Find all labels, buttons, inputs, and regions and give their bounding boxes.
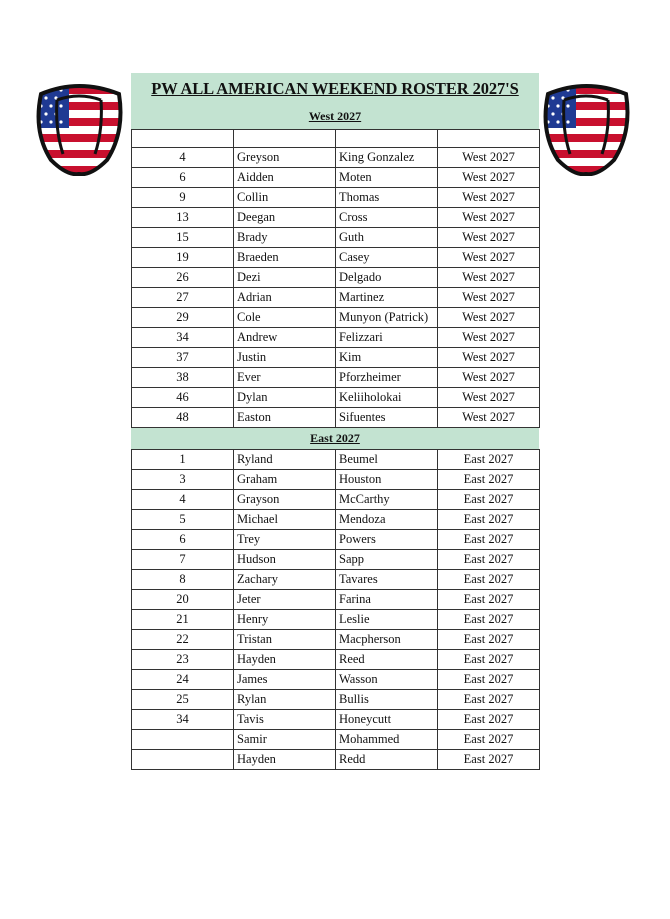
player-team: East 2027 <box>438 510 540 530</box>
player-team: West 2027 <box>438 288 540 308</box>
player-number: 8 <box>132 570 234 590</box>
spacer-row <box>132 130 540 148</box>
player-team: West 2027 <box>438 328 540 348</box>
player-team: West 2027 <box>438 228 540 248</box>
table-row <box>132 288 540 308</box>
player-last-name: Bullis <box>336 690 438 710</box>
player-last-name: Farina <box>336 590 438 610</box>
player-last-name: Wasson <box>336 670 438 690</box>
table-row <box>132 670 540 690</box>
table-row <box>132 388 540 408</box>
player-team: East 2027 <box>438 670 540 690</box>
player-first-name: Samir <box>234 730 336 750</box>
player-first-name: Easton <box>234 408 336 428</box>
player-last-name: Munyon (Patrick) <box>336 308 438 328</box>
player-number: 24 <box>132 670 234 690</box>
table-row <box>132 368 540 388</box>
player-last-name: Felizzari <box>336 328 438 348</box>
player-first-name: Trey <box>234 530 336 550</box>
player-team: East 2027 <box>438 570 540 590</box>
player-number: 34 <box>132 328 234 348</box>
player-last-name: Thomas <box>336 188 438 208</box>
player-team: West 2027 <box>438 388 540 408</box>
player-first-name: Dezi <box>234 268 336 288</box>
player-team: West 2027 <box>438 168 540 188</box>
player-number: 15 <box>132 228 234 248</box>
player-team: East 2027 <box>438 590 540 610</box>
player-team: East 2027 <box>438 710 540 730</box>
player-number: 5 <box>132 510 234 530</box>
player-number: 13 <box>132 208 234 228</box>
table-row <box>132 348 540 368</box>
player-first-name: Andrew <box>234 328 336 348</box>
player-last-name: Reed <box>336 650 438 670</box>
table-row <box>132 570 540 590</box>
player-team: West 2027 <box>438 208 540 228</box>
player-last-name: McCarthy <box>336 490 438 510</box>
table-row <box>132 148 540 168</box>
table-row <box>132 490 540 510</box>
player-number: 3 <box>132 470 234 490</box>
table-row <box>132 450 540 470</box>
player-team: West 2027 <box>438 188 540 208</box>
player-number: 7 <box>132 550 234 570</box>
player-first-name: Tavis <box>234 710 336 730</box>
player-number: 20 <box>132 590 234 610</box>
table-row <box>132 308 540 328</box>
player-first-name: Brady <box>234 228 336 248</box>
player-first-name: Ryland <box>234 450 336 470</box>
player-first-name: Hayden <box>234 650 336 670</box>
player-first-name: Tristan <box>234 630 336 650</box>
table-row <box>132 168 540 188</box>
player-last-name: Casey <box>336 248 438 268</box>
roster-table-east <box>131 449 540 770</box>
table-row <box>132 690 540 710</box>
player-team: West 2027 <box>438 248 540 268</box>
player-number: 6 <box>132 168 234 188</box>
section-heading-west: West 2027 <box>131 104 539 129</box>
player-last-name: King Gonzalez <box>336 148 438 168</box>
table-row <box>132 650 540 670</box>
player-first-name: Deegan <box>234 208 336 228</box>
player-first-name: Dylan <box>234 388 336 408</box>
player-last-name: Houston <box>336 470 438 490</box>
player-number: 21 <box>132 610 234 630</box>
player-first-name: Ever <box>234 368 336 388</box>
player-first-name: Collin <box>234 188 336 208</box>
table-row <box>132 208 540 228</box>
player-team: East 2027 <box>438 530 540 550</box>
player-number: 27 <box>132 288 234 308</box>
player-first-name: Adrian <box>234 288 336 308</box>
player-number: 29 <box>132 308 234 328</box>
roster-document <box>131 73 539 770</box>
player-number: 37 <box>132 348 234 368</box>
table-row <box>132 510 540 530</box>
player-team: East 2027 <box>438 610 540 630</box>
player-last-name: Mohammed <box>336 730 438 750</box>
player-team: East 2027 <box>438 750 540 770</box>
player-first-name: Jeter <box>234 590 336 610</box>
player-number: 46 <box>132 388 234 408</box>
roster-title: PW ALL AMERICAN WEEKEND ROSTER 2027'S <box>131 73 539 104</box>
player-number: 25 <box>132 690 234 710</box>
player-number: 34 <box>132 710 234 730</box>
player-first-name: Graham <box>234 470 336 490</box>
table-row <box>132 408 540 428</box>
player-number: 22 <box>132 630 234 650</box>
table-row <box>132 248 540 268</box>
player-last-name: Kim <box>336 348 438 368</box>
player-number: 4 <box>132 490 234 510</box>
table-row <box>132 550 540 570</box>
player-team: East 2027 <box>438 690 540 710</box>
player-first-name: Michael <box>234 510 336 530</box>
player-last-name: Honeycutt <box>336 710 438 730</box>
player-team: West 2027 <box>438 268 540 288</box>
player-team: East 2027 <box>438 450 540 470</box>
player-first-name: Rylan <box>234 690 336 710</box>
player-first-name: Justin <box>234 348 336 368</box>
player-first-name: Zachary <box>234 570 336 590</box>
roster-table-west <box>131 129 540 428</box>
player-team: East 2027 <box>438 490 540 510</box>
player-last-name: Delgado <box>336 268 438 288</box>
table-row <box>132 610 540 630</box>
player-team: West 2027 <box>438 348 540 368</box>
table-row <box>132 710 540 730</box>
player-last-name: Cross <box>336 208 438 228</box>
player-last-name: Tavares <box>336 570 438 590</box>
player-last-name: Keliiholokai <box>336 388 438 408</box>
flag-shield-logo-left <box>33 80 125 176</box>
player-last-name: Sifuentes <box>336 408 438 428</box>
table-row <box>132 630 540 650</box>
player-first-name: Grayson <box>234 490 336 510</box>
spacer-cell <box>438 130 540 148</box>
player-team: West 2027 <box>438 408 540 428</box>
player-team: East 2027 <box>438 470 540 490</box>
player-number <box>132 730 234 750</box>
player-team: East 2027 <box>438 650 540 670</box>
player-last-name: Martinez <box>336 288 438 308</box>
player-first-name: Greyson <box>234 148 336 168</box>
player-first-name: Aidden <box>234 168 336 188</box>
player-last-name: Leslie <box>336 610 438 630</box>
player-last-name: Powers <box>336 530 438 550</box>
player-number: 4 <box>132 148 234 168</box>
player-last-name: Macpherson <box>336 630 438 650</box>
player-team: West 2027 <box>438 308 540 328</box>
player-first-name: Braeden <box>234 248 336 268</box>
player-team: West 2027 <box>438 148 540 168</box>
table-row <box>132 470 540 490</box>
player-number <box>132 750 234 770</box>
spacer-cell <box>132 130 234 148</box>
player-team: East 2027 <box>438 730 540 750</box>
table-row <box>132 228 540 248</box>
player-first-name: Hudson <box>234 550 336 570</box>
player-first-name: Hayden <box>234 750 336 770</box>
spacer-cell <box>234 130 336 148</box>
player-last-name: Beumel <box>336 450 438 470</box>
player-first-name: Henry <box>234 610 336 630</box>
table-row <box>132 268 540 288</box>
player-team: West 2027 <box>438 368 540 388</box>
player-last-name: Moten <box>336 168 438 188</box>
player-last-name: Sapp <box>336 550 438 570</box>
player-last-name: Pforzheimer <box>336 368 438 388</box>
player-last-name: Guth <box>336 228 438 248</box>
player-number: 23 <box>132 650 234 670</box>
player-first-name: James <box>234 670 336 690</box>
player-team: East 2027 <box>438 550 540 570</box>
player-team: East 2027 <box>438 630 540 650</box>
player-first-name: Cole <box>234 308 336 328</box>
table-row <box>132 730 540 750</box>
table-row <box>132 188 540 208</box>
player-number: 48 <box>132 408 234 428</box>
player-number: 26 <box>132 268 234 288</box>
table-row <box>132 750 540 770</box>
player-number: 19 <box>132 248 234 268</box>
spacer-cell <box>336 130 438 148</box>
flag-shield-logo-right <box>540 80 632 176</box>
table-row <box>132 530 540 550</box>
section-heading-east: East 2027 <box>131 428 539 449</box>
player-number: 6 <box>132 530 234 550</box>
table-row <box>132 590 540 610</box>
player-number: 9 <box>132 188 234 208</box>
player-last-name: Redd <box>336 750 438 770</box>
table-row <box>132 328 540 348</box>
player-number: 1 <box>132 450 234 470</box>
player-last-name: Mendoza <box>336 510 438 530</box>
player-number: 38 <box>132 368 234 388</box>
